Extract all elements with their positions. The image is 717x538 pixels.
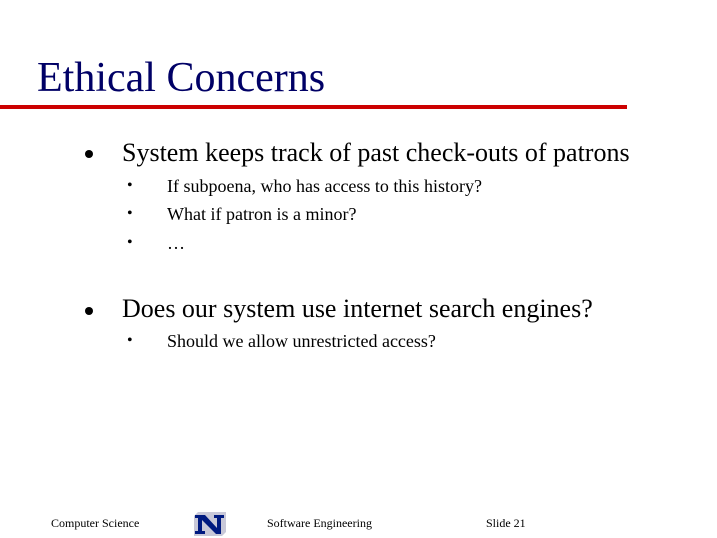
- sub-bullet-text: What if patron is a minor?: [167, 204, 357, 224]
- level1-bullet-icon: [85, 150, 93, 158]
- nebraska-n-logo-icon: [193, 511, 227, 537]
- sub-bullet-item: [0, 172, 717, 200]
- bullet-level1-text: System keeps track of past check-outs of patrons: [122, 138, 630, 167]
- sub-bullet-icon: •: [127, 177, 133, 194]
- sub-bullet-item: [0, 229, 717, 257]
- footer-department: Computer Science: [51, 516, 140, 530]
- footer-course: Software Engineering: [267, 516, 372, 530]
- level1-bullet-icon: [85, 307, 93, 315]
- sub-bullet-icon: •: [127, 205, 133, 222]
- sub-bullet-item: [0, 327, 717, 355]
- footer-slide-number: Slide 21: [486, 516, 526, 530]
- sub-bullet-text: Should we allow unrestricted access?: [167, 331, 436, 351]
- sub-bullet-item: [0, 200, 717, 228]
- bullet-level1-text: Does our system use internet search engines?: [122, 294, 593, 323]
- sub-bullet-text: …: [167, 233, 185, 253]
- sub-bullet-icon: •: [127, 234, 133, 251]
- sub-bullet-text: If subpoena, who has access to this history?: [167, 176, 482, 196]
- title-underline: [0, 105, 627, 109]
- sub-bullet-icon: •: [127, 332, 133, 349]
- slide-title: Ethical Concerns: [37, 55, 326, 101]
